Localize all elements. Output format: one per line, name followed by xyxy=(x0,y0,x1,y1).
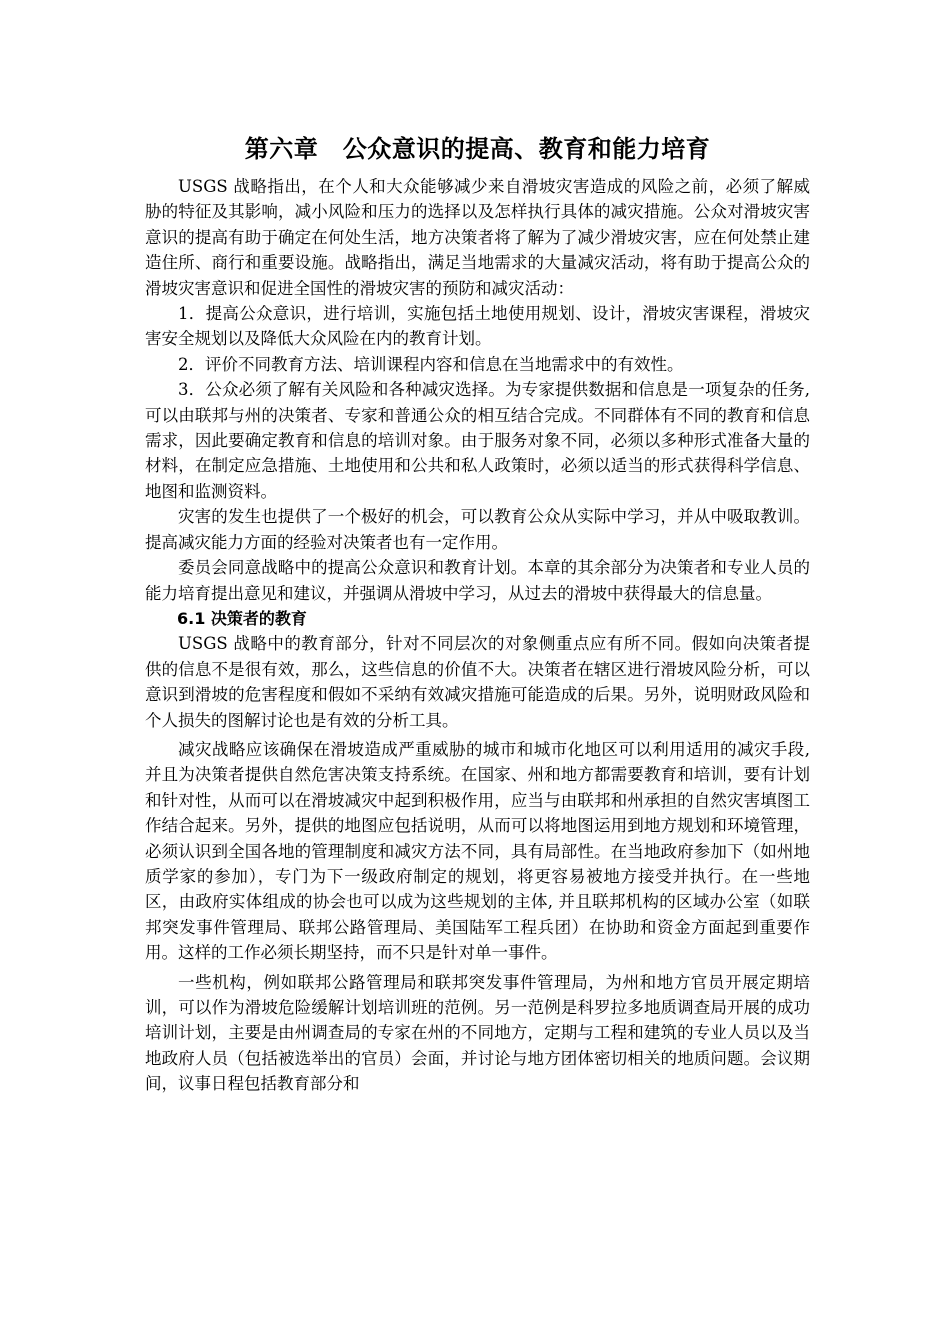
paragraph-disaster-opportunity: 灾害的发生也提供了一个极好的机会，可以教育公众从实际中学习，并从中吸取教训。提高减灾能力方面的经验对决策者也有一定作用。 xyxy=(145,507,810,552)
section-heading: 6.1 决策者的教育 xyxy=(177,608,307,628)
paragraph-item-3: 3．公众必须了解有关风险和各种减灾选择。为专家提供数据和信息是一项复杂的任务, 可以由联邦与州的决策者、专家和普通公众的相互结合完成。不同群体有不同的教育和信息需求，因此要确定教育和信息的培训对象。由于服务对象不同，必须以多种形式准备大量的材料，在制定应急措施、土地使用和公共和私人政策时，必须以适当的形式获得科学信息、地图和监测资料。 xyxy=(145,380,810,501)
paragraph-section-2: 减灾战略应该确保在滑坡造成严重威胁的城市和城市化地区可以利用适用的减灾手段, 并且为决策者提供自然危害决策支持系统。在国家、州和地方都需要教育和培训，要有计划和针对性，从而可以在滑坡减灾中起到积极作用，应当与由联邦和州承担的自然灾害填图工作结合起来。另外，提供的地图应包括说明，从而可以将地图运用到地方规划和环境管理，必须认识到全国各地的管理制度和减灾方法不同，具有局部性。在当地政府参加下（如州地质学家的参加），专门为下一级政府制定的规划，将更容易被地方接受并执行。在一些地区，由政府实体组成的协会也可以成为这些规划的主体, 并且联邦机构的区域办公室（如联邦突发事件管理局、联邦公路管理局、美国陆军工程兵团）在协助和资金方面起到重要作用。这样的工作必须长期坚持，而不只是针对单一事件。 xyxy=(145,739,810,963)
paragraph-item-2: 2．评价不同教育方法、培训课程内容和信息在当地需求中的有效性。 xyxy=(178,354,684,374)
document-body xyxy=(145,132,810,1097)
chapter-title: 第六章 公众意识的提高、教育和能力培育 xyxy=(244,135,711,163)
paragraph-intro: USGS 战略指出，在个人和大众能够减少来自滑坡灾害造成的风险之前，必须了解威胁的特征及其影响，减小风险和压力的选择以及怎样执行具体的减灾措施。公众对滑坡灾害意识的提高有助于确定在何处生活，地方决策者将了解为了减少滑坡灾害，应在何处禁止建造住所、商行和重要设施。战略指出，满足当地需求的大量减灾活动，将有助于提高公众的滑坡灾害意识和促进全国性的滑坡灾害的预防和减灾活动： xyxy=(145,177,810,298)
paragraph-section-1: USGS 战略中的教育部分，针对不同层次的对象侧重点应有所不同。假如向决策者提供的信息不是很有效，那么，这些信息的价值不大。决策者在辖区进行滑坡风险分析，可以意识到滑坡的危害程度和假如不采纳有效减灾措施可能造成的后果。另外，说明财政风险和个人损失的图解讨论也是有效的分析工具。 xyxy=(145,634,810,730)
paragraph-section-3: 一些机构，例如联邦公路管理局和联邦突发事件管理局，为州和地方官员开展定期培训，可以作为滑坡危险缓解计划培训班的范例。另一范例是科罗拉多地质调查局开展的成功培训计划，主要是由州调查局的专家在州的不同地方，定期与工程和建筑的专业人员以及当地政府人员（包括被选举出的官员）会面，并讨论与地方团体密切相关的地质问题。会议期间，议事日程包括教育部分和 xyxy=(145,972,810,1094)
paragraph-committee: 委员会同意战略中的提高公众意识和教育计划。本章的其余部分为决策者和专业人员的能力培育提出意见和建议，并强调从滑坡中学习，从过去的滑坡中获得最大的信息量。 xyxy=(145,558,810,603)
paragraph-item-1: 1．提高公众意识，进行培训，实施包括土地使用规划、设计，滑坡灾害课程，滑坡灾害安全规划以及降低大众风险在内的教育计划。 xyxy=(145,304,810,349)
